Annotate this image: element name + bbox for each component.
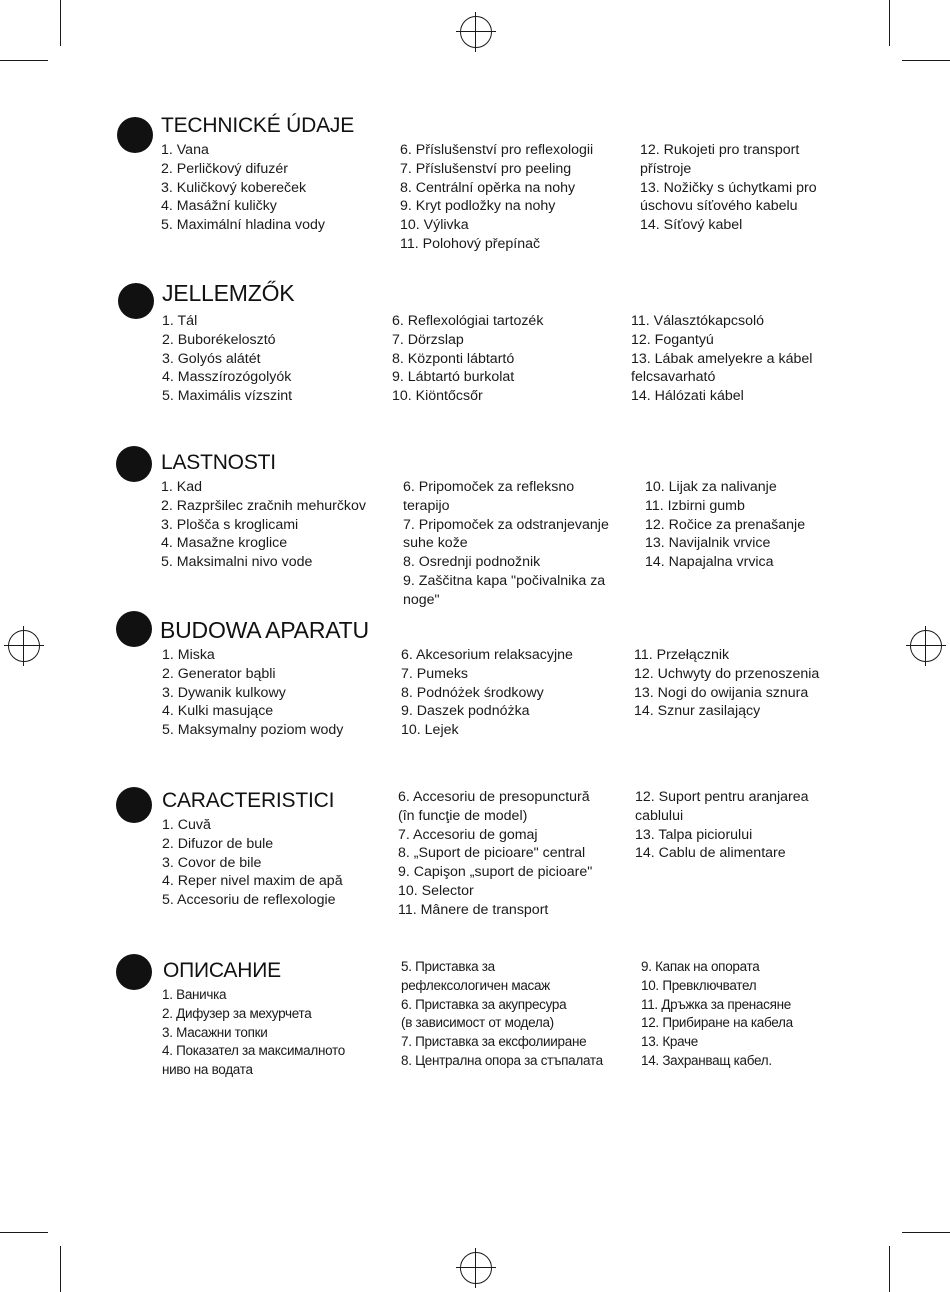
parts-list-column-1 bbox=[162, 816, 343, 910]
list-item: felcsavarható bbox=[631, 369, 716, 386]
list-item: 11. Polohový přepínač bbox=[400, 235, 541, 252]
list-item: 9. Zaščitna kapa "počivalnika za bbox=[403, 572, 606, 589]
list-item: 3. Golyós alátét bbox=[162, 350, 261, 367]
list-item: suhe kože bbox=[403, 535, 468, 552]
parts-list-column-1 bbox=[162, 986, 345, 1080]
parts-list-column-2 bbox=[392, 312, 543, 406]
list-item: 12. Suport pentru aranjarea bbox=[635, 789, 809, 805]
parts-list-column-1 bbox=[162, 312, 292, 406]
list-item: 6. Accesoriu de presopunctură bbox=[398, 789, 590, 805]
parts-list-column-1 bbox=[161, 141, 325, 235]
list-item: 13. Nožičky s úchytkami pro bbox=[640, 179, 817, 196]
section-title: BUDOWA APARATU bbox=[160, 617, 369, 643]
list-item: 12. Rukojeti pro transport bbox=[640, 142, 800, 158]
list-item: 13. Краче bbox=[641, 1034, 698, 1050]
list-item: 2. Difuzor de bule bbox=[162, 835, 274, 852]
section-title: TECHNICKÉ ÚDAJE bbox=[161, 114, 355, 137]
parts-list-column-2 bbox=[403, 478, 609, 610]
parts-list-column-1 bbox=[161, 478, 366, 572]
parts-list-column-2 bbox=[398, 788, 592, 920]
list-item: 13. Nogi do owijania sznura bbox=[634, 684, 809, 701]
list-item: cablului bbox=[635, 807, 684, 824]
list-item: 9. Daszek podnóżka bbox=[401, 703, 530, 720]
list-item: 5. Maksymalny poziom wody bbox=[162, 722, 344, 739]
list-item: 14. Napajalna vrvica bbox=[645, 554, 774, 571]
list-item: 5. Приставка за bbox=[401, 959, 495, 974]
list-item: 11. Mânere de transport bbox=[398, 901, 549, 918]
list-item: noge" bbox=[403, 591, 440, 608]
list-item: 3. Масажни топки bbox=[162, 1024, 268, 1040]
list-item: 14. Hálózati kábel bbox=[631, 388, 744, 405]
list-item: 4. Reper nivel maxim de apă bbox=[162, 873, 343, 890]
parts-list-column-3 bbox=[645, 478, 805, 572]
list-item: 1. Miska bbox=[162, 647, 215, 663]
bullet-dot-icon bbox=[118, 283, 154, 319]
list-item: 3. Plošča s kroglicami bbox=[161, 516, 299, 533]
list-item: 4. Kulki masujące bbox=[162, 703, 274, 720]
bullet-dot-icon bbox=[116, 954, 152, 990]
parts-list-column-2 bbox=[401, 958, 603, 1071]
list-item: 9. Капак на опората bbox=[641, 959, 760, 974]
list-item: 5. Maksimalni nivo vode bbox=[161, 554, 313, 571]
list-item: 12. Ročice za prenašanje bbox=[645, 516, 806, 533]
list-item: 6. Akcesorium relaksacyjne bbox=[401, 647, 573, 663]
crop-mark bbox=[902, 1232, 950, 1233]
crop-mark bbox=[0, 1232, 48, 1233]
list-item: 7. Pripomoček za odstranjevanje bbox=[403, 516, 609, 533]
crop-mark bbox=[60, 1246, 61, 1292]
list-item: 8. Podnóżek środkowy bbox=[401, 684, 544, 701]
list-item: 4. Masážní kuličky bbox=[161, 198, 277, 215]
list-item: 1. Ваничка bbox=[162, 987, 227, 1002]
list-item: 1. Cuvă bbox=[162, 817, 211, 833]
list-item: 7. Dörzslap bbox=[392, 331, 464, 348]
list-item: 14. Cablu de alimentare bbox=[635, 845, 786, 862]
list-item: 4. Masažne kroglice bbox=[161, 535, 288, 552]
list-item: 12. Прибиране на кабела bbox=[641, 1015, 793, 1031]
list-item: 2. Razpršilec zračnih mehurčkov bbox=[161, 497, 367, 514]
list-item: 2. Buborékelosztó bbox=[162, 331, 276, 348]
registration-mark-icon bbox=[456, 1248, 496, 1288]
bullet-dot-icon bbox=[116, 611, 152, 647]
list-item: 8. Osrednji podnožnik bbox=[403, 554, 541, 571]
list-item: 7. Pumeks bbox=[401, 665, 469, 682]
list-item: 11. Választókapcsoló bbox=[631, 313, 765, 329]
list-item: 3. Covor de bile bbox=[162, 854, 262, 871]
list-item: přístroje bbox=[640, 160, 692, 177]
list-item: 14. Síťový kabel bbox=[640, 217, 743, 234]
section-title: LASTNOSTI bbox=[161, 451, 276, 474]
list-item: ниво на водата bbox=[162, 1062, 253, 1078]
list-item: 6. Reflexológiai tartozék bbox=[392, 313, 544, 329]
list-item: 1. Tál bbox=[162, 313, 198, 329]
bullet-dot-icon bbox=[117, 117, 153, 153]
registration-mark-icon bbox=[906, 626, 946, 666]
list-item: 14. Захранващ кабел. bbox=[641, 1052, 772, 1068]
parts-list-column-3 bbox=[635, 788, 809, 863]
list-item: 8. Централна опора за стъпалата bbox=[401, 1052, 603, 1068]
crop-mark bbox=[889, 1246, 890, 1292]
parts-list-column-1 bbox=[162, 646, 343, 740]
parts-list-column-3 bbox=[640, 141, 817, 235]
list-item: 1. Kad bbox=[161, 479, 203, 495]
list-item: 14. Sznur zasilający bbox=[634, 703, 761, 720]
list-item: рефлексологичен масаж bbox=[401, 977, 550, 993]
crop-mark bbox=[0, 60, 48, 61]
list-item: 8. Központi lábtartó bbox=[392, 350, 515, 367]
list-item: 2. Perličkový difuzér bbox=[161, 160, 288, 177]
list-item: 11. Дръжка за пренасяне bbox=[641, 996, 791, 1012]
list-item: (в зависимост от модела) bbox=[401, 1015, 554, 1031]
list-item: (în funcţie de model) bbox=[398, 807, 528, 824]
list-item: 7. Příslušenství pro peeling bbox=[400, 160, 572, 177]
list-item: 8. Centrální opěrka na nohy bbox=[400, 179, 576, 196]
parts-list-column-3 bbox=[641, 958, 793, 1071]
list-item: 12. Uchwyty do przenoszenia bbox=[634, 665, 820, 682]
list-item: 6. Приставка за акупресура bbox=[401, 996, 567, 1012]
parts-list-column-2 bbox=[401, 646, 573, 740]
list-item: 3. Dywanik kulkowy bbox=[162, 684, 286, 701]
list-item: 2. Generator bąbli bbox=[162, 665, 276, 682]
list-item: 9. Kryt podložky na nohy bbox=[400, 198, 556, 215]
list-item: 13. Navijalnik vrvice bbox=[645, 535, 771, 552]
list-item: 10. Výlivka bbox=[400, 217, 469, 234]
list-item: terapijo bbox=[403, 497, 450, 514]
list-item: 3. Kuličkový kobereček bbox=[161, 179, 307, 196]
list-item: 2. Дифузер за мехурчета bbox=[162, 1005, 312, 1021]
list-item: 5. Maximální hladina vody bbox=[161, 217, 326, 234]
registration-mark-icon bbox=[456, 12, 496, 52]
list-item: 4. Показател за максималното bbox=[162, 1043, 345, 1059]
list-item: 7. Accesoriu de gomaj bbox=[398, 826, 538, 843]
bullet-dot-icon bbox=[116, 787, 152, 823]
list-item: 10. Lejek bbox=[401, 722, 459, 739]
parts-list-column-3 bbox=[631, 312, 812, 406]
list-item: 5. Maximális vízszint bbox=[162, 388, 293, 405]
crop-mark bbox=[902, 60, 950, 61]
list-item: 10. Selector bbox=[398, 882, 474, 899]
list-item: 11. Izbirni gumb bbox=[645, 497, 745, 514]
list-item: 7. Приставка за ексфолииране bbox=[401, 1034, 587, 1050]
list-item: 11. Przełącznik bbox=[634, 647, 730, 663]
list-item: 6. Příslušenství pro reflexologii bbox=[400, 142, 594, 158]
list-item: 9. Capişon „suport de picioare" bbox=[398, 864, 593, 881]
list-item: 9. Lábtartó burkolat bbox=[392, 369, 515, 386]
section-title: ОПИСАНИЕ bbox=[163, 959, 281, 982]
registration-mark-icon bbox=[4, 626, 44, 666]
list-item: 5. Accesoriu de reflexologie bbox=[162, 892, 336, 909]
section-title: CARACTERISTICI bbox=[162, 789, 335, 812]
parts-list-column-2 bbox=[400, 141, 593, 254]
list-item: 1. Vana bbox=[161, 142, 209, 158]
list-item: úschovu síťového kabelu bbox=[640, 198, 798, 215]
list-item: 6. Pripomoček za refleksno bbox=[403, 479, 575, 495]
section-title: JELLEMZŐK bbox=[162, 280, 295, 306]
list-item: 10. Превключвател bbox=[641, 977, 757, 993]
bullet-dot-icon bbox=[116, 446, 152, 482]
list-item: 10. Lijak za nalivanje bbox=[645, 479, 777, 495]
list-item: 12. Fogantyú bbox=[631, 331, 714, 348]
parts-list-column-3 bbox=[634, 646, 819, 721]
list-item: 4. Masszírozógolyók bbox=[162, 369, 292, 386]
list-item: 10. Kiöntőcsőr bbox=[392, 388, 483, 405]
crop-mark bbox=[60, 0, 61, 46]
list-item: 8. „Suport de picioare" central bbox=[398, 845, 586, 862]
crop-mark bbox=[889, 0, 890, 46]
list-item: 13. Talpa piciorului bbox=[635, 826, 753, 843]
list-item: 13. Lábak amelyekre a kábel bbox=[631, 350, 813, 367]
